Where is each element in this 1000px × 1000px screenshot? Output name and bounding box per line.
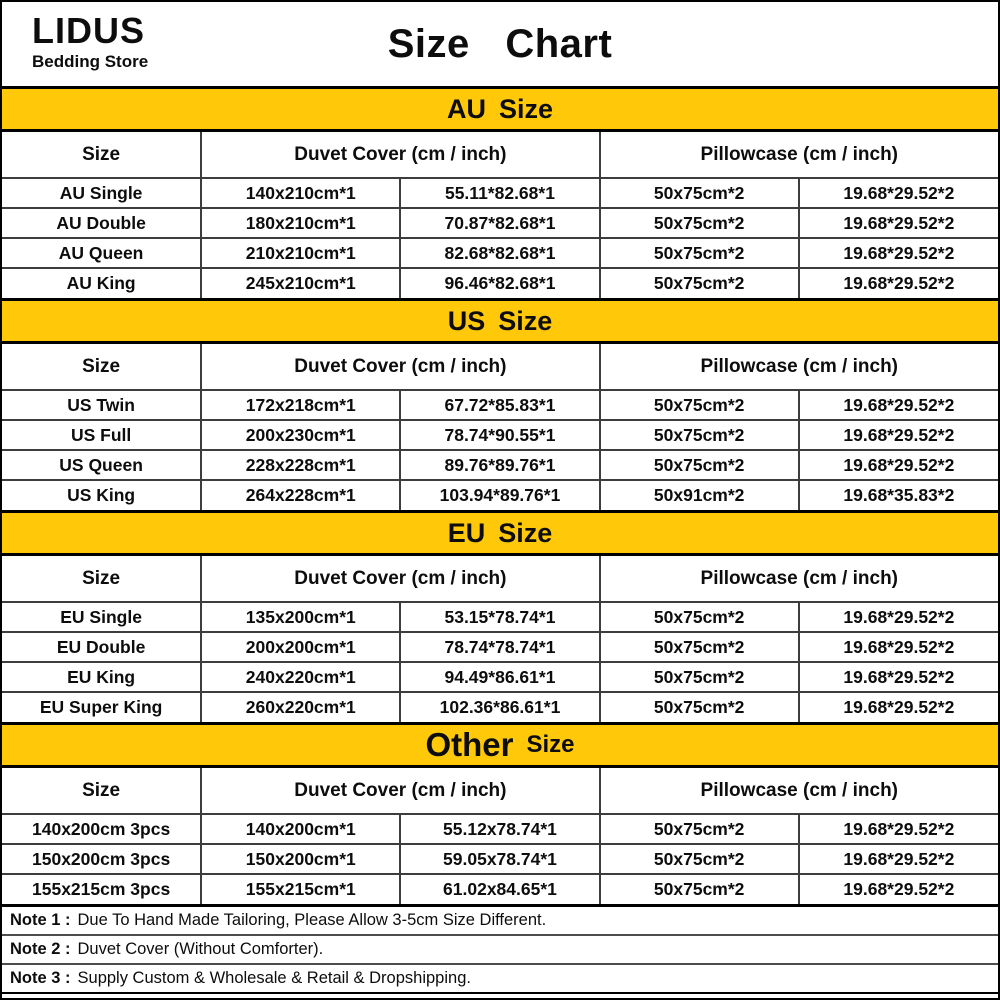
column-header-pillowcase: Pillowcase (cm / inch) — [600, 132, 998, 178]
note-text: Duvet Cover (Without Comforter). — [77, 940, 324, 958]
pillow-cm-cell: 50x75cm*2 — [600, 602, 799, 632]
size-label-cell: US Queen — [2, 450, 201, 480]
duvet-inch-cell: 53.15*78.74*1 — [400, 602, 599, 632]
size-table-au — [2, 132, 998, 298]
note-text: Supply Custom & Wholesale & Retail & Dropshipping. — [77, 969, 471, 987]
duvet-inch-cell: 70.87*82.68*1 — [400, 208, 599, 238]
duvet-inch-cell: 82.68*82.68*1 — [400, 238, 599, 268]
column-header-size: Size — [2, 768, 201, 814]
band-label-primary: US — [447, 305, 486, 336]
note-row-3 — [2, 965, 998, 994]
table-row — [2, 268, 998, 298]
pillow-cm-cell: 50x91cm*2 — [600, 480, 799, 510]
size-label-cell: US King — [2, 480, 201, 510]
pillow-inch-cell: 19.68*29.52*2 — [799, 662, 998, 692]
band-label-primary: Other — [425, 726, 514, 763]
column-header-size: Size — [2, 556, 201, 602]
duvet-cm-cell: 180x210cm*1 — [201, 208, 400, 238]
pillow-cm-cell: 50x75cm*2 — [600, 420, 799, 450]
band-label-primary: AU — [446, 93, 486, 124]
pillow-inch-cell: 19.68*29.52*2 — [799, 844, 998, 874]
section-band-eu — [2, 510, 998, 556]
duvet-inch-cell: 103.94*89.76*1 — [400, 480, 599, 510]
pillow-inch-cell: 19.68*29.52*2 — [799, 178, 998, 208]
size-label-cell: AU Double — [2, 208, 201, 238]
size-table-us — [2, 344, 998, 510]
pillow-inch-cell: 19.68*29.52*2 — [799, 268, 998, 298]
note-text: Due To Hand Made Tailoring, Please Allow 3-5cm Size Different. — [77, 911, 547, 929]
pillow-inch-cell: 19.68*29.52*2 — [799, 814, 998, 844]
table-row — [2, 814, 998, 844]
pillow-cm-cell: 50x75cm*2 — [600, 662, 799, 692]
section-band-us — [2, 298, 998, 344]
duvet-inch-cell: 67.72*85.83*1 — [400, 390, 599, 420]
note-row-1 — [2, 907, 998, 936]
size-label-cell: 150x200cm 3pcs — [2, 844, 201, 874]
duvet-cm-cell: 172x218cm*1 — [201, 390, 400, 420]
note-label: Note 1 : — [10, 911, 71, 929]
duvet-cm-cell: 260x220cm*1 — [201, 692, 400, 722]
pillow-cm-cell: 50x75cm*2 — [600, 692, 799, 722]
duvet-inch-cell: 55.11*82.68*1 — [400, 178, 599, 208]
table-row — [2, 844, 998, 874]
column-header-duvet: Duvet Cover (cm / inch) — [201, 556, 599, 602]
table-row — [2, 178, 998, 208]
duvet-cm-cell: 140x210cm*1 — [201, 178, 400, 208]
duvet-inch-cell: 55.12x78.74*1 — [400, 814, 599, 844]
table-row — [2, 692, 998, 722]
size-label-cell: 155x215cm 3pcs — [2, 874, 201, 904]
pillow-cm-cell: 50x75cm*2 — [600, 814, 799, 844]
header-row — [2, 556, 998, 602]
note-row-2 — [2, 936, 998, 965]
pillow-inch-cell: 19.68*29.52*2 — [799, 208, 998, 238]
band-label-secondary: Size — [526, 731, 575, 758]
size-label-cell: AU King — [2, 268, 201, 298]
column-header-pillowcase: Pillowcase (cm / inch) — [600, 768, 998, 814]
size-label-cell: EU King — [2, 662, 201, 692]
column-header-pillowcase: Pillowcase (cm / inch) — [600, 556, 998, 602]
table-row — [2, 480, 998, 510]
table-row — [2, 208, 998, 238]
column-header-duvet: Duvet Cover (cm / inch) — [201, 768, 599, 814]
duvet-cm-cell: 210x210cm*1 — [201, 238, 400, 268]
size-label-cell: 140x200cm 3pcs — [2, 814, 201, 844]
table-row — [2, 662, 998, 692]
table-row — [2, 238, 998, 268]
page-title: Size Chart — [387, 22, 613, 66]
column-header-size: Size — [2, 132, 201, 178]
note-label: Note 2 : — [10, 940, 71, 958]
pillow-inch-cell: 19.68*35.83*2 — [799, 480, 998, 510]
band-label-primary: EU — [447, 517, 486, 548]
pillow-inch-cell: 19.68*29.52*2 — [799, 632, 998, 662]
column-header-duvet: Duvet Cover (cm / inch) — [201, 344, 599, 390]
duvet-inch-cell: 78.74*78.74*1 — [400, 632, 599, 662]
duvet-cm-cell: 228x228cm*1 — [201, 450, 400, 480]
table-row — [2, 420, 998, 450]
duvet-inch-cell: 94.49*86.61*1 — [400, 662, 599, 692]
size-label-cell: EU Single — [2, 602, 201, 632]
duvet-cm-cell: 240x220cm*1 — [201, 662, 400, 692]
brand-name: LIDUS — [32, 10, 145, 51]
header-row — [2, 132, 998, 178]
size-label-cell: AU Queen — [2, 238, 201, 268]
duvet-cm-cell: 200x200cm*1 — [201, 632, 400, 662]
table-row — [2, 632, 998, 662]
duvet-cm-cell: 155x215cm*1 — [201, 874, 400, 904]
pillow-cm-cell: 50x75cm*2 — [600, 874, 799, 904]
band-label-secondary: Size — [498, 305, 553, 336]
section-band-other — [2, 722, 998, 768]
size-label-cell: AU Single — [2, 178, 201, 208]
band-label-secondary: Size — [498, 93, 554, 124]
duvet-inch-cell: 59.05x78.74*1 — [400, 844, 599, 874]
duvet-cm-cell: 200x230cm*1 — [201, 420, 400, 450]
size-label-cell: EU Super King — [2, 692, 201, 722]
pillow-inch-cell: 19.68*29.52*2 — [799, 390, 998, 420]
section-band-au — [2, 86, 998, 132]
pillow-cm-cell: 50x75cm*2 — [600, 208, 799, 238]
pillow-cm-cell: 50x75cm*2 — [600, 632, 799, 662]
duvet-cm-cell: 150x200cm*1 — [201, 844, 400, 874]
pillow-cm-cell: 50x75cm*2 — [600, 390, 799, 420]
size-table-other — [2, 768, 998, 904]
pillow-cm-cell: 50x75cm*2 — [600, 450, 799, 480]
duvet-cm-cell: 135x200cm*1 — [201, 602, 400, 632]
pillow-cm-cell: 50x75cm*2 — [600, 268, 799, 298]
table-row — [2, 874, 998, 904]
page-header — [2, 2, 998, 86]
duvet-inch-cell: 89.76*89.76*1 — [400, 450, 599, 480]
brand-tagline: Bedding Store — [32, 51, 149, 71]
duvet-inch-cell: 61.02x84.65*1 — [400, 874, 599, 904]
pillow-cm-cell: 50x75cm*2 — [600, 238, 799, 268]
duvet-inch-cell: 96.46*82.68*1 — [400, 268, 599, 298]
size-table-eu — [2, 556, 998, 722]
size-label-cell: EU Double — [2, 632, 201, 662]
size-label-cell: US Full — [2, 420, 201, 450]
pillow-inch-cell: 19.68*29.52*2 — [799, 602, 998, 632]
duvet-cm-cell: 140x200cm*1 — [201, 814, 400, 844]
pillow-inch-cell: 19.68*29.52*2 — [799, 450, 998, 480]
header-row — [2, 344, 998, 390]
column-header-duvet: Duvet Cover (cm / inch) — [201, 132, 599, 178]
pillow-inch-cell: 19.68*29.52*2 — [799, 238, 998, 268]
table-row — [2, 602, 998, 632]
table-row — [2, 390, 998, 420]
note-label: Note 3 : — [10, 969, 71, 987]
column-header-pillowcase: Pillowcase (cm / inch) — [600, 344, 998, 390]
pillow-inch-cell: 19.68*29.52*2 — [799, 692, 998, 722]
pillow-cm-cell: 50x75cm*2 — [600, 844, 799, 874]
notes-section — [2, 904, 998, 994]
duvet-inch-cell: 102.36*86.61*1 — [400, 692, 599, 722]
column-header-size: Size — [2, 344, 201, 390]
pillow-inch-cell: 19.68*29.52*2 — [799, 874, 998, 904]
duvet-inch-cell: 78.74*90.55*1 — [400, 420, 599, 450]
brand-logo — [32, 12, 148, 71]
header-row — [2, 768, 998, 814]
band-label-secondary: Size — [498, 517, 553, 548]
table-row — [2, 450, 998, 480]
size-label-cell: US Twin — [2, 390, 201, 420]
pillow-cm-cell: 50x75cm*2 — [600, 178, 799, 208]
duvet-cm-cell: 264x228cm*1 — [201, 480, 400, 510]
duvet-cm-cell: 245x210cm*1 — [201, 268, 400, 298]
pillow-inch-cell: 19.68*29.52*2 — [799, 420, 998, 450]
